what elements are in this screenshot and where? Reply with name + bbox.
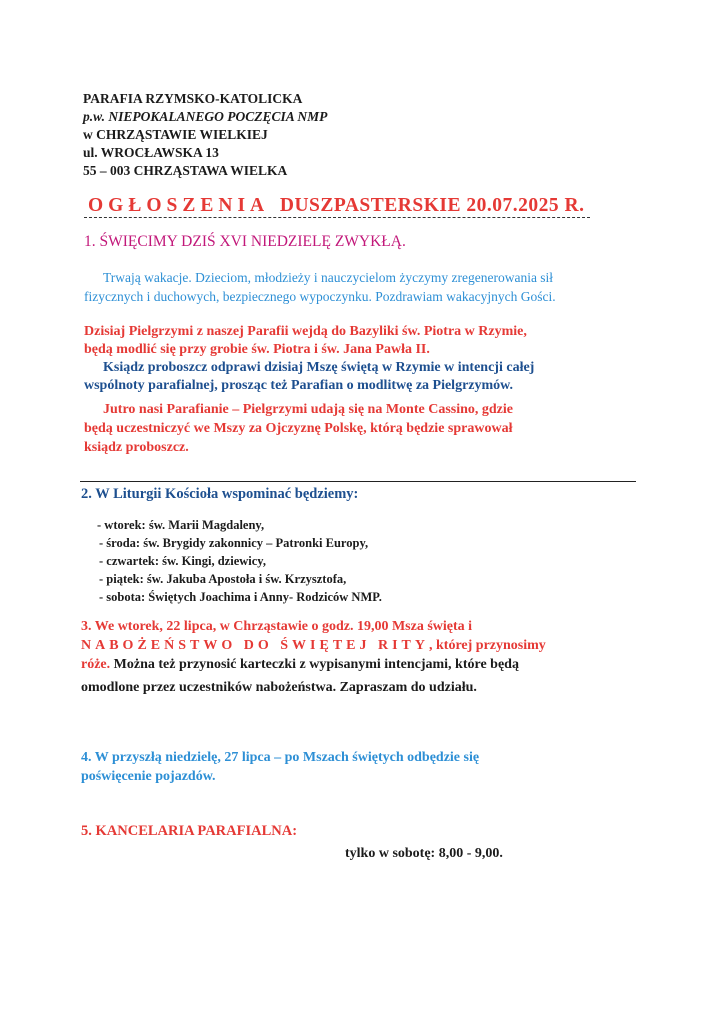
office-hours: tylko w sobotę: 8,00 - 9,00. — [345, 846, 503, 861]
section1-p2-line2: będą modlić się przy grobie św. Piotra i św. Jana Pawła II. — [84, 342, 430, 357]
section1-p4-line2: będą uczestniczyć we Mszy za Ojczyznę Polskę, którą będzie sprawował — [84, 421, 513, 436]
parish-location: w CHRZĄSTAWIE WIELKIEJ — [83, 127, 268, 142]
list-item: - piątek: św. Jakuba Apostoła i św. Krzysztofa, — [99, 572, 347, 586]
section1-p4-line1: Jutro nasi Parafianie – Pielgrzymi udają się na Monte Cassino, gdzie — [103, 402, 513, 417]
section3-line2 — [81, 636, 546, 655]
section1-p4-line3: ksiądz proboszcz. — [84, 440, 189, 455]
section3-line3-rest: Można też przynosić karteczki z wypisanymi intencjami, które będą — [110, 657, 519, 672]
parish-postcode: 55 – 003 CHRZĄSTAWA WIELKA — [83, 163, 288, 178]
list-item: - czwartek: św. Kingi, dziewicy, — [99, 554, 266, 568]
parish-dedication-text: p.w. NIEPOKALANEGO POCZĘCIA NMP — [83, 109, 328, 124]
section1-p2-line1: Dzisiaj Pielgrzymi z naszej Parafii wejdą do Bazyliki św. Piotra w Rzymie, — [84, 324, 527, 339]
section3-line1: 3. We wtorek, 22 lipca, w Chrząstawie o godz. 19,00 Msza święta i — [81, 619, 473, 634]
page-title-rest: DUSZPASTERSKIE 20.07.2025 R. — [279, 195, 585, 216]
section1-p3-line1: Ksiądz proboszcz odprawi dzisiaj Mszę świętą w Rzymie w intencji całej — [103, 360, 535, 375]
section1-p3-line2: wspólnoty parafialnej, prosząc też Parafian o modlitwę za Pielgrzymów. — [84, 378, 514, 393]
section2-heading: 2. W Liturgii Kościoła wspominać będziemy: — [81, 486, 359, 502]
list-item: - wtorek: św. Marii Magdaleny, — [97, 518, 265, 532]
section-divider — [80, 481, 636, 482]
section3-rita: NABOŻEŃSTWO DO ŚWIĘTEJ RITY — [81, 638, 430, 653]
section3-line2-rest: , której przynosimy — [429, 638, 546, 653]
section3-line4: omodlone przez uczestników nabożeństwa. Zapraszam do udziału. — [81, 680, 477, 695]
section1-heading: 1. ŚWIĘCIMY DZIŚ XVI NIEDZIELĘ ZWYKŁĄ. — [84, 233, 406, 250]
parish-street: ul. WROCŁAWSKA 13 — [83, 145, 219, 160]
section5-heading: 5. KANCELARIA PARAFIALNA: — [81, 823, 298, 839]
section3-line3 — [81, 655, 519, 674]
page-title — [88, 195, 584, 217]
section1-p1-line2: fizycznych i duchowych, bezpiecznego wypoczynku. Pozdrawiam wakacyjnych Gości. — [84, 289, 556, 304]
section1-p1-line1: Trwają wakacje. Dzieciom, młodzieży i nauczycielom życzymy zregenerowania sił — [103, 270, 554, 285]
parish-dedication — [83, 108, 327, 126]
section3-roses: róże. — [81, 657, 111, 672]
section4-line2: poświęcenie pojazdów. — [81, 769, 216, 784]
title-divider — [84, 217, 590, 218]
parish-name: PARAFIA RZYMSKO-KATOLICKA — [83, 91, 303, 106]
list-item: - środa: św. Brygidy zakonnicy – Patronki Europy, — [99, 536, 369, 550]
list-item: - sobota: Świętych Joachima i Anny- Rodziców NMP. — [99, 590, 382, 604]
section4-line1: 4. W przyszłą niedzielę, 27 lipca – po Mszach świętych odbędzie się — [81, 750, 480, 765]
page-title-spaced: OGŁOSZENIA — [88, 195, 270, 216]
